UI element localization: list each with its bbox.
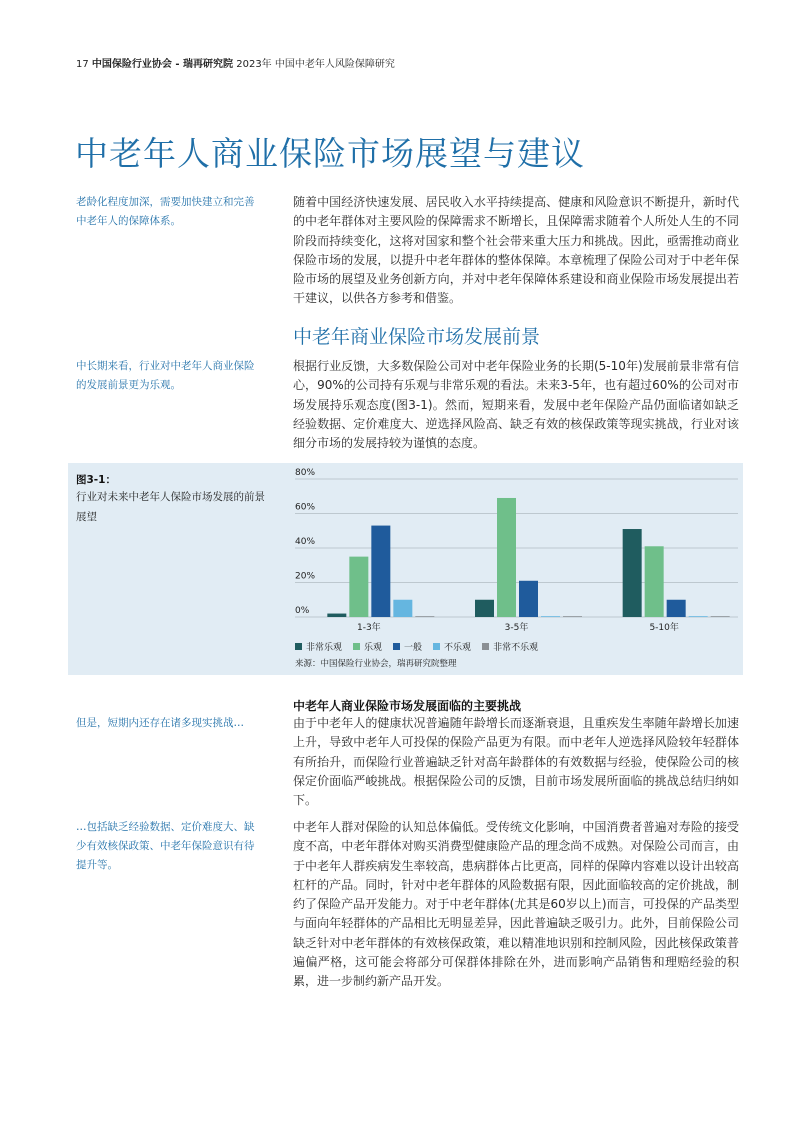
bar-乐观: [349, 557, 368, 617]
figure-caption: 行业对未来中老年人保险市场发展的前景展望: [76, 491, 265, 523]
legend-item: [433, 640, 471, 653]
figure-number: 图3-1：: [76, 474, 116, 486]
intro-paragraph: 随着中国经济快速发展、居民收入水平持续提高、健康和风险意识不断提升，新时代的中老年群体对主要风险的保障需求不断增长，且保障需求随着个人所处人生的不同阶段而持续变化，这将对国家和整个社会带来重大压力和挑战。因此，亟需推动商业保险市场的发展，以提升中老年群体的整体保障。本章梳理了保险公司对于中老年保险市场的展望及业务创新方向，并对中老年保障体系建设和商业保险市场发展提出若干建议，以供各方参考和借鉴。: [293, 195, 739, 306]
bar-非常乐观: [327, 614, 346, 617]
legend-item: [482, 640, 538, 653]
chart-legend: [295, 640, 538, 653]
bar-不乐观: [393, 600, 412, 617]
header-org: 中国保险行业协会 - 瑞再研究院: [91, 59, 234, 70]
legend-label: 不乐观: [444, 643, 472, 653]
page-title: 中老年人商业保险市场展望与建议: [75, 134, 585, 173]
figure-panel: [68, 463, 743, 675]
legend-swatch: [295, 643, 302, 650]
section-heading: 中老年商业保险市场发展前景: [293, 326, 541, 348]
x-tick-label: 3-5年: [504, 623, 529, 633]
legend-label: 非常不乐观: [493, 643, 539, 653]
bar-非常乐观: [475, 600, 494, 617]
legend-item: [353, 640, 382, 653]
page-number: 17: [76, 59, 89, 70]
outlook-paragraph: 根据行业反馈，大多数保险公司对中老年保险业务的长期(5-10年)发展前景非常有信心，90%的公司持有乐观与非常乐观的看法。未来3-5年，也有超过60%的公司对市场发展持乐观态度(图3-1)。然而，短期来看，发展中老年保险产品仍面临诸如缺乏经验数据、定价难度大、逆选择风险高、缺乏有效的核保政策等现实挑战，行业对该细分市场的发展持较为谨慎的态度。: [293, 359, 739, 451]
header-report: 2023年 中国中老年人风险保障研究: [236, 59, 395, 70]
legend-label: 乐观: [364, 643, 383, 653]
x-tick-label: 5-10年: [649, 623, 679, 633]
bar-一般: [371, 526, 390, 617]
side-note-challenges: 但是，短期内还存在诸多现实挑战…: [76, 717, 244, 729]
legend-swatch: [393, 643, 400, 650]
awareness-paragraph: 中老年人群对保险的认知总体偏低。受传统文化影响，中国消费者普遍对寿险的接受度不高，中老年群体对购买消费型健康险产品的理念尚不成熟。对保险公司而言，由于中老年人群疾病发生率较高，患病群体占比更高，同样的保障内容难以设计出较高杠杆的产品。同时，针对中老年群体的风险数据有限，因此面临较高的定价挑战，制约了保险产品开发能力。对于中老年群体(尤其是60岁以上)而言，可投保的产品类型与面向年轻群体的产品相比无明显差异，因此普遍缺乏吸引力。此外，目前保险公司缺乏针对中老年群体的有效核保政策，难以精准地识别和控制风险，因此核保政策普遍偏严格，这可能会将部分可保群体排除在外，进而影响产品销售和理赔经验的积累，进一步制约新产品开发。: [293, 820, 739, 989]
challenges-heading: 中老年人商业保险市场发展面临的主要挑战: [293, 699, 522, 713]
bar-乐观: [497, 498, 516, 617]
x-tick-label: 1-3年: [356, 623, 381, 633]
running-header: [76, 55, 395, 70]
bar-非常不乐观: [563, 616, 582, 617]
side-note-gaps: …包括缺乏经验数据、定价难度大、缺少有效核保政策、中老年保险意识有待提升等。: [76, 821, 255, 871]
y-tick-label: 40%: [295, 537, 316, 547]
legend-item: [295, 640, 342, 653]
figure-source: 来源：中国保险行业协会，瑞再研究院整理: [295, 659, 457, 669]
legend-swatch: [433, 643, 440, 650]
side-note-aging: 老龄化程度加深，需要加快建立和完善中老年人的保障体系。: [76, 196, 255, 227]
bar-一般: [519, 581, 538, 617]
bar-一般: [667, 600, 686, 617]
y-tick-label: 0%: [295, 606, 310, 616]
bar-非常乐观: [623, 529, 642, 617]
bar-不乐观: [541, 616, 560, 617]
bar-乐观: [645, 546, 664, 617]
challenges-paragraph: 由于中老年人的健康状况普遍随年龄增长而逐渐衰退，且重疾发生率随年龄增长加速上升，导致中老年人可投保的保险产品更为有限。而中老年人逆选择风险较年轻群体有所抬升，而保险行业普遍缺乏针对高年龄群体的有效数据与经验，使保险公司的核保定价面临严峻挑战。根据保险公司的反馈，目前市场发展所面临的挑战总结归纳如下。: [293, 716, 739, 808]
y-tick-label: 20%: [295, 571, 316, 582]
y-tick-label: 80%: [295, 468, 316, 478]
legend-swatch: [353, 643, 360, 650]
legend-label: 非常乐观: [306, 643, 343, 653]
legend-item: [393, 640, 422, 653]
bar-非常不乐观: [415, 616, 434, 617]
bar-非常不乐观: [711, 616, 730, 617]
bar-chart: [290, 467, 740, 637]
legend-label: 一般: [404, 643, 423, 653]
y-tick-label: 60%: [295, 502, 316, 513]
legend-swatch: [482, 643, 489, 650]
bar-不乐观: [689, 616, 708, 617]
side-note-outlook: 中长期来看，行业对中老年人商业保险的发展前景更为乐观。: [76, 360, 255, 391]
